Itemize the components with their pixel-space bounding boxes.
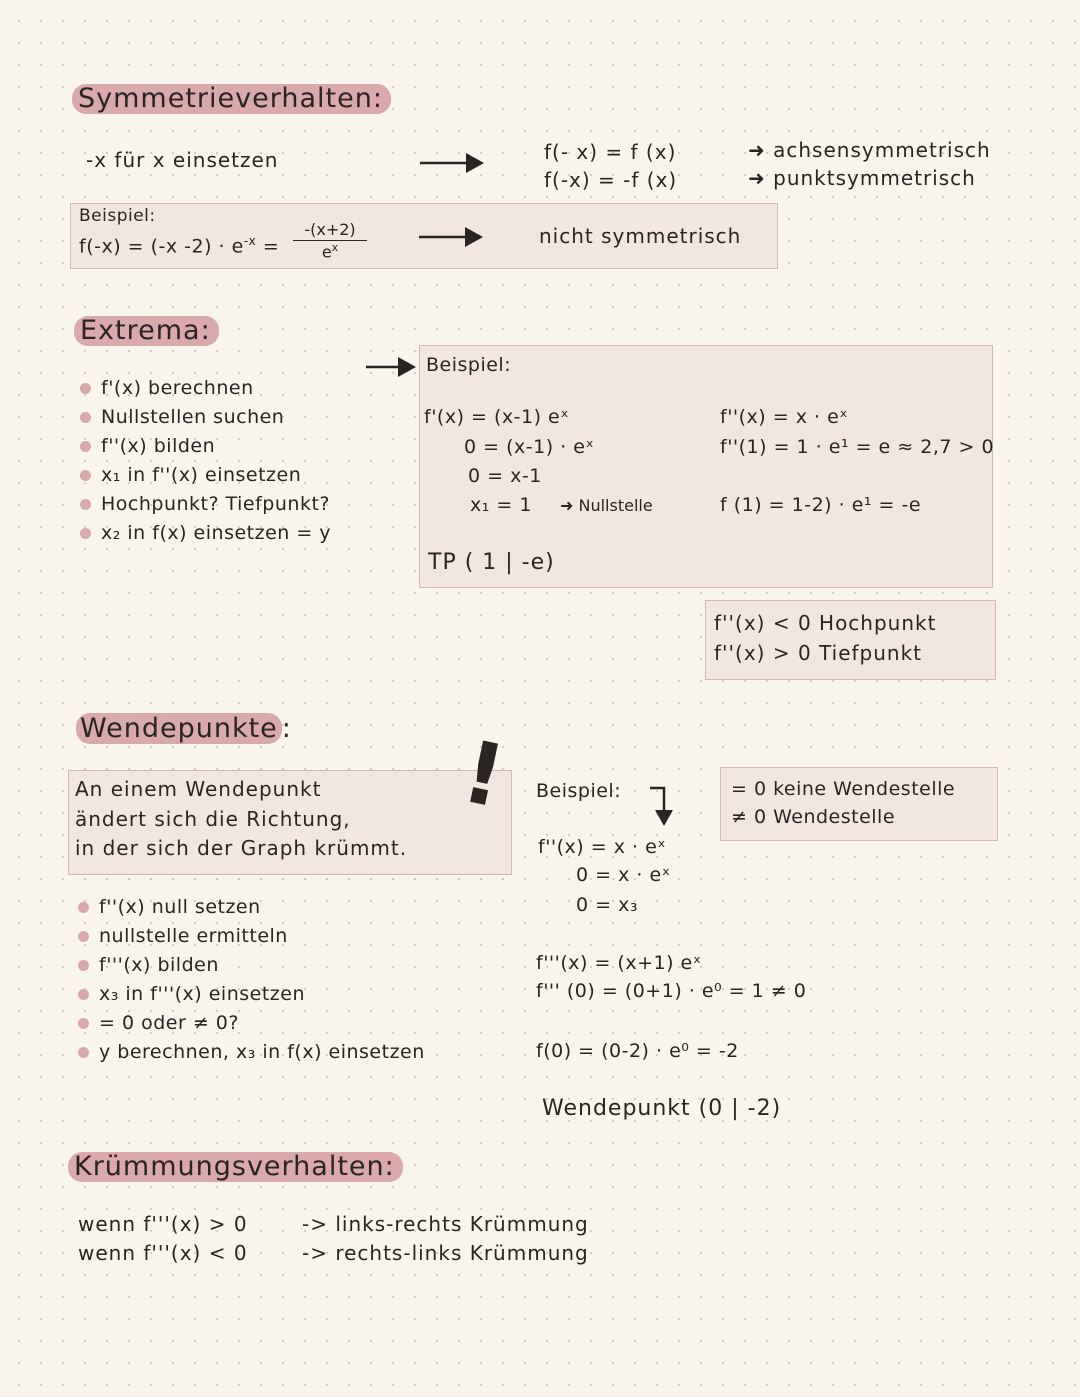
list-item: x₁ in f''(x) einsetzen	[80, 461, 331, 490]
extrema-steps-list	[80, 374, 331, 548]
arrow-right-icon	[417, 224, 487, 250]
list-item: Nullstellen suchen	[80, 403, 331, 432]
bullet-icon	[78, 960, 89, 971]
symmetry-case-axis-formula: f(- x) = f (x)	[544, 140, 677, 164]
symmetry-case-point-result	[748, 166, 976, 190]
calc-line: f''(x) = x · eˣ	[720, 406, 849, 428]
curvature-cond-2: wenn f'''(x) < 0	[78, 1241, 248, 1265]
inflection-steps-list	[78, 893, 425, 1067]
inflection-heading: Wendepunkte	[76, 713, 282, 744]
calc-line: f'''(x) = (x+1) eˣ	[536, 952, 702, 974]
arrow-down-icon	[646, 784, 676, 830]
bullet-icon	[80, 441, 91, 452]
curvature-result-1: -> links-rechts Krümmung	[302, 1212, 589, 1236]
symmetry-example-fraction	[293, 220, 367, 261]
bullet-icon	[78, 1047, 89, 1058]
inflection-example-label: Beispiel:	[536, 780, 622, 802]
fraction-denominator: $e^x$	[321, 241, 339, 262]
calc-line: f'(x) = (x-1) eˣ	[424, 406, 570, 428]
calc-line: f (1) = 1-2) · e¹ = -e	[720, 494, 922, 516]
curvature-result-2: -> rechts-links Krümmung	[302, 1241, 589, 1265]
bullet-icon	[78, 902, 89, 913]
nullstelle-note: ➜ Nullstelle	[560, 496, 653, 515]
symmetry-example-label: Beispiel:	[79, 206, 156, 226]
fraction-numerator: -(x+2)	[293, 220, 367, 241]
arrow-right-icon	[418, 150, 488, 176]
curvature-heading: Krümmungsverhalten:	[68, 1152, 403, 1182]
definition-line: in der sich der Graph krümmt.	[75, 836, 408, 860]
list-item: Hochpunkt? Tiefpunkt?	[80, 490, 331, 519]
extrema-example-box	[419, 345, 993, 588]
symmetry-example-box	[70, 203, 778, 269]
calc-line: f''' (0) = (0+1) · e⁰ = 1 ≠ 0	[536, 980, 807, 1002]
list-item: f''(x) null setzen	[78, 893, 425, 922]
bullet-icon	[80, 499, 91, 510]
symmetry-case-axis-result	[748, 138, 991, 162]
point-symmetric-label: punktsymmetrisch	[773, 166, 976, 190]
example-lhs: f(-x) = (-x -2) · e	[79, 235, 244, 258]
list-item: f'''(x) bilden	[78, 951, 425, 980]
bullet-icon	[80, 383, 91, 394]
calc-line: 0 = x₃	[576, 894, 638, 916]
calc-line: 0 = x-1	[468, 465, 542, 487]
list-item: x₃ in f'''(x) einsetzen	[78, 980, 425, 1009]
calc-line: f''(1) = 1 · e¹ = e ≈ 2,7 > 0	[720, 436, 995, 458]
heading-colon: :	[281, 713, 291, 744]
list-item: y berechnen, x₃ in f(x) einsetzen	[78, 1038, 425, 1067]
inflection-criteria-box	[720, 767, 998, 841]
bullet-icon	[78, 931, 89, 942]
bullet-icon	[80, 528, 91, 539]
definition-line: An einem Wendepunkt	[75, 777, 322, 801]
symmetry-rule: -x für x einsetzen	[86, 148, 279, 172]
arrow-small-icon: ➜	[748, 166, 766, 190]
extrema-criteria-box	[705, 600, 996, 680]
definition-line: ändert sich die Richtung,	[75, 807, 351, 831]
calc-line: 0 = x · eˣ	[576, 864, 671, 886]
extrema-example-label: Beispiel:	[426, 354, 512, 376]
extrema-result: TP ( 1 | -e)	[428, 550, 555, 575]
criteria-yes: ≠ 0 Wendestelle	[731, 806, 896, 828]
symmetry-example-formula	[79, 234, 279, 257]
calc-line: x₁ = 1	[470, 494, 532, 516]
bullet-icon	[78, 1018, 89, 1029]
list-item: nullstelle ermitteln	[78, 922, 425, 951]
criteria-max: f''(x) < 0 Hochpunkt	[714, 611, 937, 635]
calc-line: f(0) = (0-2) · e⁰ = -2	[536, 1040, 739, 1062]
criteria-none: = 0 keine Wendestelle	[731, 778, 956, 800]
list-item: f''(x) bilden	[80, 432, 331, 461]
example-eq: =	[262, 235, 280, 258]
bullet-icon	[80, 470, 91, 481]
axis-symmetric-label: achsensymmetrisch	[773, 138, 991, 162]
inflection-definition-box	[68, 770, 512, 875]
calc-line: 0 = (x-1) · eˣ	[464, 436, 595, 458]
list-item: = 0 oder ≠ 0?	[78, 1009, 425, 1038]
criteria-min: f''(x) > 0 Tiefpunkt	[714, 641, 923, 665]
example-exp: -x	[243, 234, 257, 248]
list-item: f'(x) berechnen	[80, 374, 331, 403]
inflection-result: Wendepunkt (0 | -2)	[542, 1096, 782, 1121]
calc-line: f''(x) = x · eˣ	[538, 836, 667, 858]
arrow-right-icon	[364, 354, 420, 380]
symmetry-case-point-formula: f(-x) = -f (x)	[544, 168, 678, 192]
arrow-small-icon: ➜	[748, 138, 766, 162]
arrow-small-icon: ➜	[560, 496, 574, 515]
bullet-icon	[78, 989, 89, 1000]
list-item: x₂ in f(x) einsetzen = y	[80, 519, 331, 548]
bullet-icon	[80, 412, 91, 423]
curvature-cond-1: wenn f'''(x) > 0	[78, 1212, 248, 1236]
extrema-heading: Extrema:	[74, 316, 219, 346]
symmetry-example-result: nicht symmetrisch	[539, 224, 742, 248]
symmetry-heading: Symmetrieverhalten:	[72, 84, 391, 114]
inflection-heading-wrap	[76, 713, 291, 744]
exclamation-icon: !	[454, 722, 514, 828]
